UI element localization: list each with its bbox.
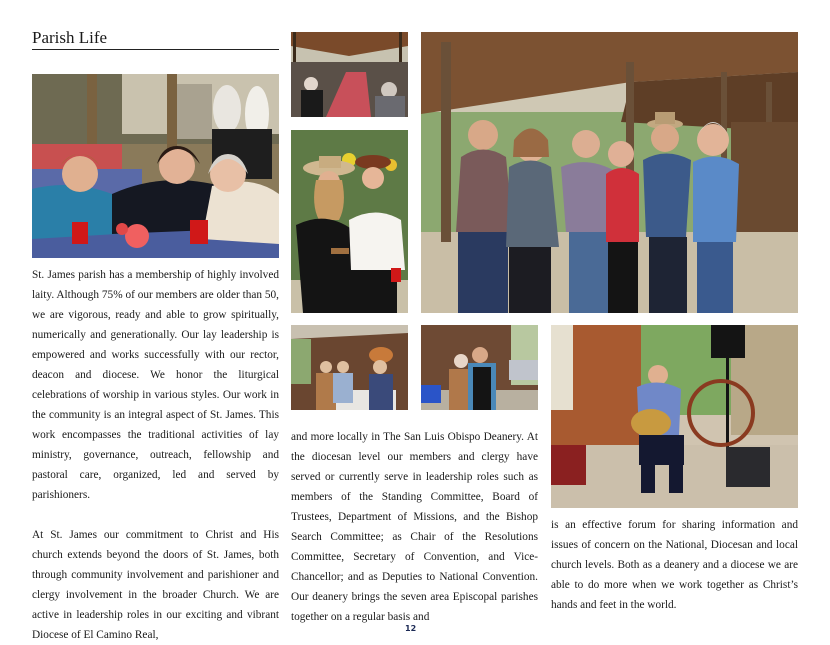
- photo-hats-serving-table: [291, 325, 408, 410]
- paragraph: At St. James our commitment to Christ and His church extends beyond the doors of St. James, both through community involvement and parishioner and clergy involvement in the broader Church. We are active in leadership roles in our exciting and vibrant Diocese of El Camino Real,: [32, 529, 279, 641]
- page-number: 12: [405, 624, 417, 633]
- text-column-middle: [291, 427, 538, 627]
- photo-couple-with-apron: [421, 325, 538, 410]
- paragraph: is an effective forum for sharing information and issues of concern on the National, Diocesan and local church levels. Both as a deanery and a diocese we are able to do more when we work together as Christ’s hands and feet in the world.: [551, 519, 798, 611]
- photo-guitarist: [551, 325, 798, 508]
- photo-long-table-dinner: [291, 32, 408, 117]
- paragraph: and more locally in The San Luis Obispo Deanery. At the diocesan level our members and clergy have served or currently serve in leadership roles such as members of the Standing Committee, Board of Trustees, Department of Missions, and the Bishop Search Committee; as Chair of the Resolutions Committee, Secretary of Convention, and Vice-Chancellor; and as Deputies to National Convention. Our deanery brings the seven area Episcopal parishes together on a regular basis and: [291, 431, 538, 623]
- text-column-left: [32, 265, 279, 645]
- text-column-right: [551, 515, 798, 615]
- page-title: Parish Life: [32, 28, 279, 50]
- photo-group-six-toast: [421, 32, 798, 313]
- paragraph: St. James parish has a membership of highly involved laity. Although 75% of our members are older than 50, we are vigorous, ready and able to grow spiritually, numerically and generationally. Our lay leadership is empowered and works successfully with our rector, deacon and diocese. We honor the liturgical celebrations of worship in various styles. Our work in the community is an integral aspect of St. James. This work encompasses the traditional activities of lay ministry, governance, outreach, fellowship and pastoral care, organized, led and served by parishioners.: [32, 269, 279, 501]
- photo-picnic-table-women: [32, 74, 279, 258]
- photo-two-cowgirls: [291, 130, 408, 313]
